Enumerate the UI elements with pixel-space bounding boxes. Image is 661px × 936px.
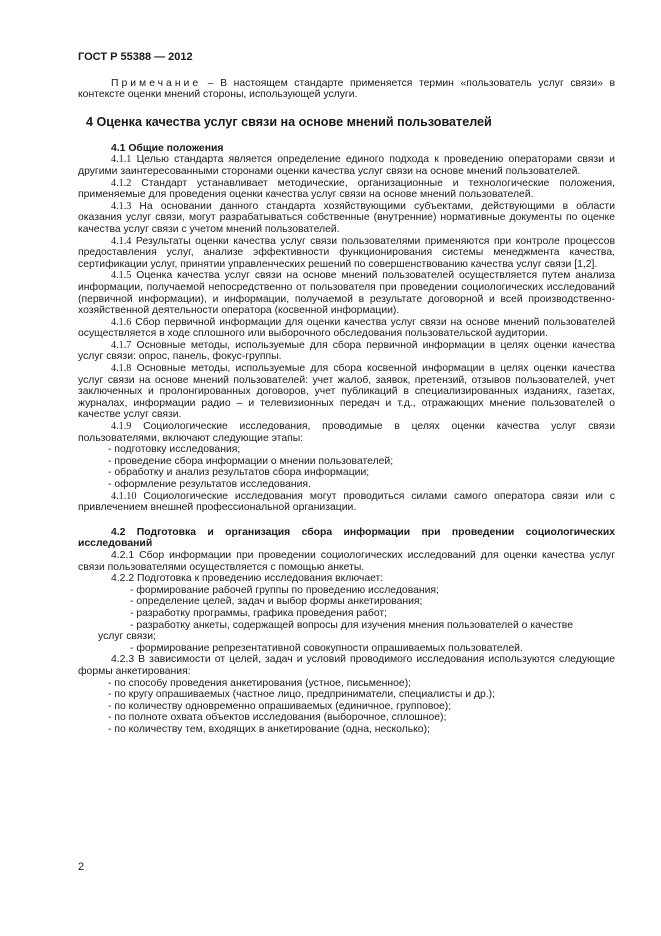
list-item: - разработку анкеты, содержащей вопросы для изучения мнения пользователей о качестве: [130, 619, 573, 631]
para-number: 4.1.10: [111, 490, 137, 502]
list-item: - формирование репрезентативной совокупности опрашиваемых пользователей.: [130, 642, 523, 654]
para-text: Сбор первичной информации для оценки качества услуг связи на основе мнений пользователей осуществляется в ходе сплошного или выборочного обследования пользовательской аудитории.: [78, 316, 615, 340]
para-text: Основные методы, используемые для сбора первичной информации в целях оценки качества услуг связи: опрос, панель, фокус-группы.: [78, 339, 615, 363]
para-number: 4.1.9: [111, 421, 132, 433]
para-4-1-4: [78, 236, 615, 271]
para-4-1-5: [78, 270, 615, 316]
section-4-title: 4 Оценка качества услуг связи на основе мнений пользователей: [86, 114, 492, 129]
list-item: - разработку программы, графика проведения работ;: [130, 607, 388, 619]
para-4-1-3: [78, 201, 615, 236]
list-item: - подготовку исследования;: [108, 444, 241, 456]
para-4-2-1: 4.2.1 Сбор информации при проведении социологических исследований для оценки качества услуг связи пользователями осуществляется с помощью анкеты.: [78, 549, 615, 573]
note-text: – В настоящем стандарте применяется термин «пользователь услуг связи» в контексте оценки мнений стороны, использующей услуги.: [78, 77, 615, 101]
para-number: 4.1.4: [111, 235, 132, 247]
note-label: Примечание: [111, 77, 202, 89]
list-item-continuation: услуг связи;: [98, 631, 156, 643]
para-4-1-2: [78, 178, 615, 201]
list-item: - по количеству одновременно опрашиваемых (единичное, групповое);: [108, 700, 452, 712]
para-number: 4.1.1: [111, 154, 132, 166]
para-4-2-2: 4.2.2 Подготовка к проведению исследования включает:: [111, 573, 384, 585]
document-header: ГОСТ Р 55388 — 2012: [78, 51, 193, 63]
para-text: На основании данного стандарта хозяйствующими субъектами, действующими в области оказания услуг связи, могут разрабатываться собственные (внутренние) нормативные документы по оценке качества услуг связи с учетом мнений пользователей.: [78, 200, 615, 235]
para-4-1-8: [78, 363, 615, 421]
document-page: [78, 52, 615, 735]
page-number: 2: [78, 861, 85, 873]
list-item: - по кругу опрашиваемых (частное лицо, предприниматели, специалисты и др.);: [108, 689, 495, 701]
list-item: - обработку и анализ результатов сбора информации;: [108, 467, 370, 479]
list-item: - определение целей, задач и выбор формы анкетирования;: [130, 596, 423, 608]
para-text: Основные методы, используемые для сбора косвенной информации в целях оценки качества услуг связи на основе мнений пользователей: учет жалоб, заявок, претензий, отзывов пользователей, учет заключенных и пролонгированных договоров, учет публикаций в специализированных изданиях, газетах, журналах, информации радио – и телевизионных передач и т.д., отражающих мнение пользователей о качестве услуг связи.: [78, 363, 615, 421]
list-item: - формирование рабочей группы по проведению исследования;: [130, 584, 439, 596]
para-text: Результаты оценки качества услуг связи пользователями применяются при контроле процессов предоставления услуг, анализе эффективности функционирования системы менеджмента качества, сертификации услуг, принятии управленческих решений по совершенствованию качества услуг связи [1,2].: [78, 235, 615, 270]
para-number: 4.1.8: [111, 363, 132, 375]
list-item: - оформление результатов исследования.: [108, 479, 311, 490]
para-4-1-10: [78, 491, 615, 514]
para-text: Оценка качества услуг связи на основе мнений пользователей осуществляется путем анализа информации, получаемой непосредственно от пользователя при проведении социологических исследований (первичной информации), и информации, получаемой в результате договорной и всей производственно-хозяйственной деятельности оператора (косвенной информации).: [78, 270, 615, 317]
para-4-1-1: [78, 154, 615, 177]
note: [78, 78, 615, 101]
para-text: Стандарт устанавливает методические, организационные и технологические положения, применяемые для проведения оценки качества услуг связи на основе мнений пользователей.: [78, 177, 615, 201]
para-4-2-3: 4.2.3 В зависимости от целей, задач и условий проводимого исследования используются следующие формы анкетирования:: [78, 654, 615, 677]
para-text: Социологические исследования, проводимые в целях оценки качества услуг связи пользователями, включают следующие этапы:: [78, 421, 615, 444]
para-4-1-9: [78, 421, 615, 444]
para-number: 4.1.2: [111, 177, 132, 189]
para-number: 4.1.7: [111, 339, 132, 351]
para-number: 4.1.5: [111, 270, 132, 282]
list-item: - по способу проведения анкетирования (устное, письменное);: [108, 677, 412, 689]
para-text: Социологические исследования могут проводиться силами самого оператора связи или с привлечением внешней профессиональной организации.: [78, 490, 615, 514]
list-item: - по полноте охвата объектов исследования (выборочное, сплошное);: [108, 712, 447, 724]
para-4-1-7: [78, 340, 615, 363]
para-number: 4.1.3: [111, 200, 132, 212]
list-item: - проведение сбора информации о мнении пользователей;: [108, 455, 394, 467]
para-number: 4.1.6: [111, 316, 132, 328]
para-text: Целью стандарта является определение единого подхода к проведению операторами связи и другими заинтересованными сторонами оценки качества услуг связи на основе мнений пользователей.: [78, 154, 615, 177]
section-4-2-title: 4.2 Подготовка и организация сбора информации при проведении социологических исследований: [78, 526, 615, 550]
list-item: - по количеству тем, входящих в анкетирование (одна, несколько);: [108, 723, 430, 735]
section-4-1-title: 4.1 Общие положения: [111, 142, 224, 154]
para-4-1-6: [78, 317, 615, 340]
